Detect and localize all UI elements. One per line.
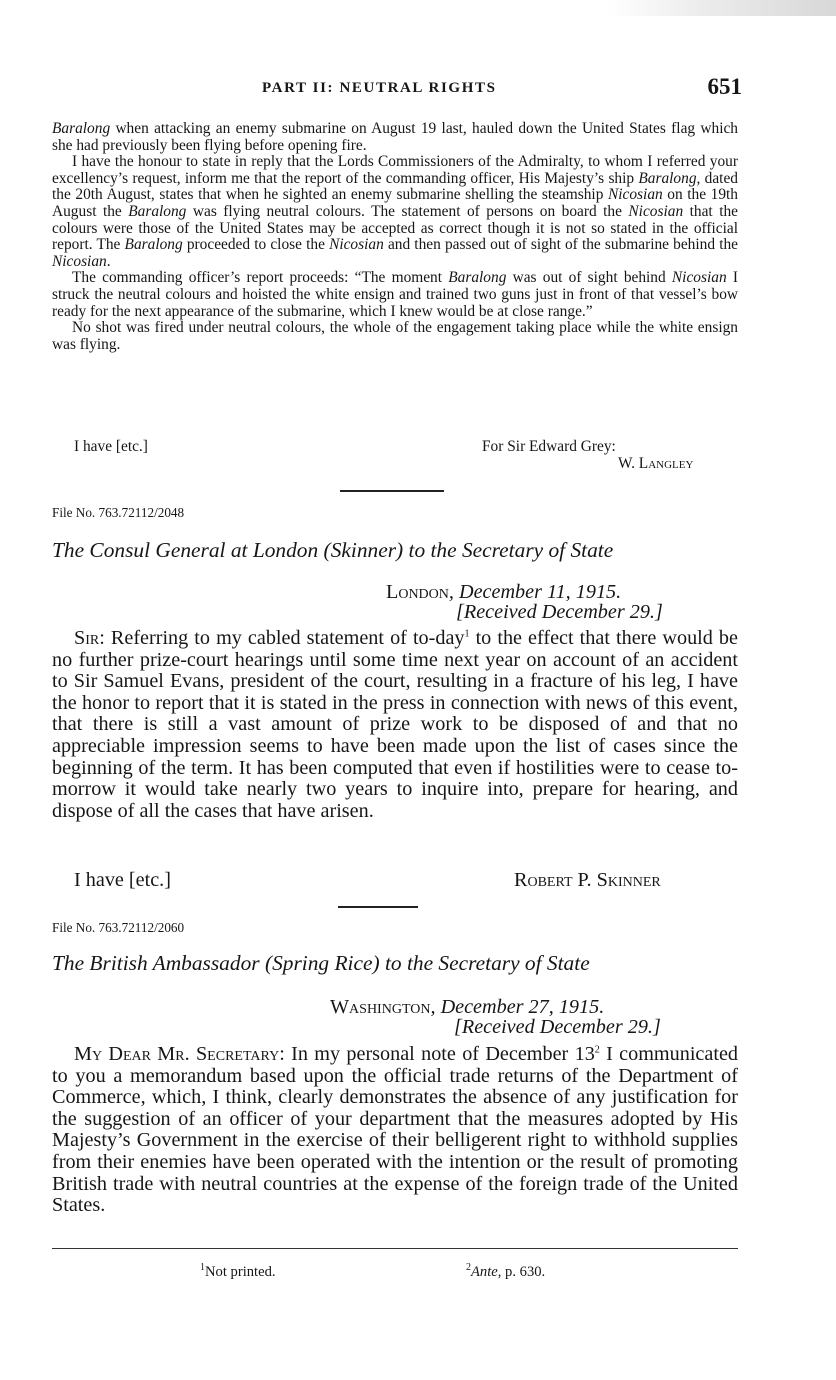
scan-edge-noise: [606, 0, 836, 16]
dateline: Washington, December 27, 1915.: [330, 996, 605, 1018]
closing-line: I have [etc.]: [74, 438, 148, 455]
salutation: My Dear Mr. Secretary: [74, 1043, 280, 1065]
salutation: Sir: [74, 627, 100, 649]
footnote-rule: [52, 1248, 738, 1249]
section-divider: [340, 490, 444, 492]
closing-line: I have [etc.]: [74, 869, 171, 891]
document-title: The Consul General at London (Skinner) to the Secretary of State: [52, 538, 614, 562]
signature: Robert P. Skinner: [514, 869, 661, 891]
letter-body: Sir: Referring to my cabled statement of to-day$^1$ to the effect that there would be no further prize-court hearings until some time next year on account of an accident to Sir Samuel Evans, president of the court, resulting in a fracture of his leg, I have the honor to report that it is stated in the press in connection with news of this event, that there is still a vast amount of prize work to be disposed of and that no appreciable impression seems to have been made upon the list of cases since the beginning of the term. It has been computed that even if hostilities were to cease to-morrow it would take nearly two years to inquire into, prepare for hearing, and dispose of all the cases that have arisen.: [52, 627, 738, 822]
received-date: [Received December 29.]: [454, 1016, 661, 1038]
section-divider: [338, 906, 418, 908]
page-header: [52, 74, 742, 106]
received-date: [Received December 29.]: [456, 601, 663, 623]
footnote-ref: 1: [464, 628, 470, 640]
document-title: The British Ambassador (Spring Rice) to the Secretary of State: [52, 951, 590, 975]
file-number: File No. 763.72112/2048: [52, 505, 185, 520]
letter-continuation: [52, 121, 738, 353]
paragraph-2: I have the honour to state in reply that the Lords Commissioners of the Admiralty, to whom I referred your excellency’s request, inform me that the report of the commanding officer, His Majesty’s ship Baralong, dated the 20th August, states that when he sighted an enemy submarine shelling the steamship Nicosian on the 19th August the Baralong was flying neutral colours. The statement of persons on board the Nicosian that the colours were those of the United States may be accepted as correct though it is not so stated in the official report. The Baralong proceeded to close the Nicosian and then passed out of sight of the submarine behind the Nicosian.: [52, 153, 738, 270]
dateline: London, December 11, 1915.: [386, 581, 622, 603]
running-title: PART II: NEUTRAL RIGHTS: [262, 80, 497, 96]
footnote-ref: 2: [594, 1044, 600, 1056]
signature: W. Langley: [618, 455, 694, 472]
footnote-2: $^2$Ante, p. 630.: [466, 1262, 546, 1280]
paragraph-3: The commanding officer’s report proceeds: “The moment Baralong was out of sight behind Nicosian I struck the neutral colours and hoisted the white ensign and trained two guns just in front of that vessel’s bow ready for the next appearance of the submarine, which I knew would be at close range.”: [52, 269, 738, 320]
footnote-1: $^1$Not printed.: [200, 1262, 276, 1280]
paragraph-1: Baralong when attacking an enemy submarine on August 19 last, hauled down the United States flag which she had previously been flying before opening fire.: [52, 120, 738, 154]
for-line: For Sir Edward Grey:: [482, 438, 616, 455]
paragraph-4: No shot was fired under neutral colours, the whole of the engagement taking place while the white ensign was flying.: [52, 319, 738, 353]
ship-name: Baralong: [52, 120, 111, 137]
file-number: File No. 763.72112/2060: [52, 920, 185, 935]
page-number: 651: [707, 74, 742, 99]
letter-body: My Dear Mr. Secretary: In my personal note of December $13^2$ I communicated to you a memorandum based upon the official trade returns of the Department of Commerce, which, I think, clearly demonstrates the absence of any justification for the suggestion of an officer of your department that the measures adopted by His Majesty’s Government in the exercise of their belligerent right to withhold supplies from their enemies have been operated with the intention or the result of promoting British trade with neutral countries at the expense of the foreign trade of the United States.: [52, 1043, 739, 1217]
